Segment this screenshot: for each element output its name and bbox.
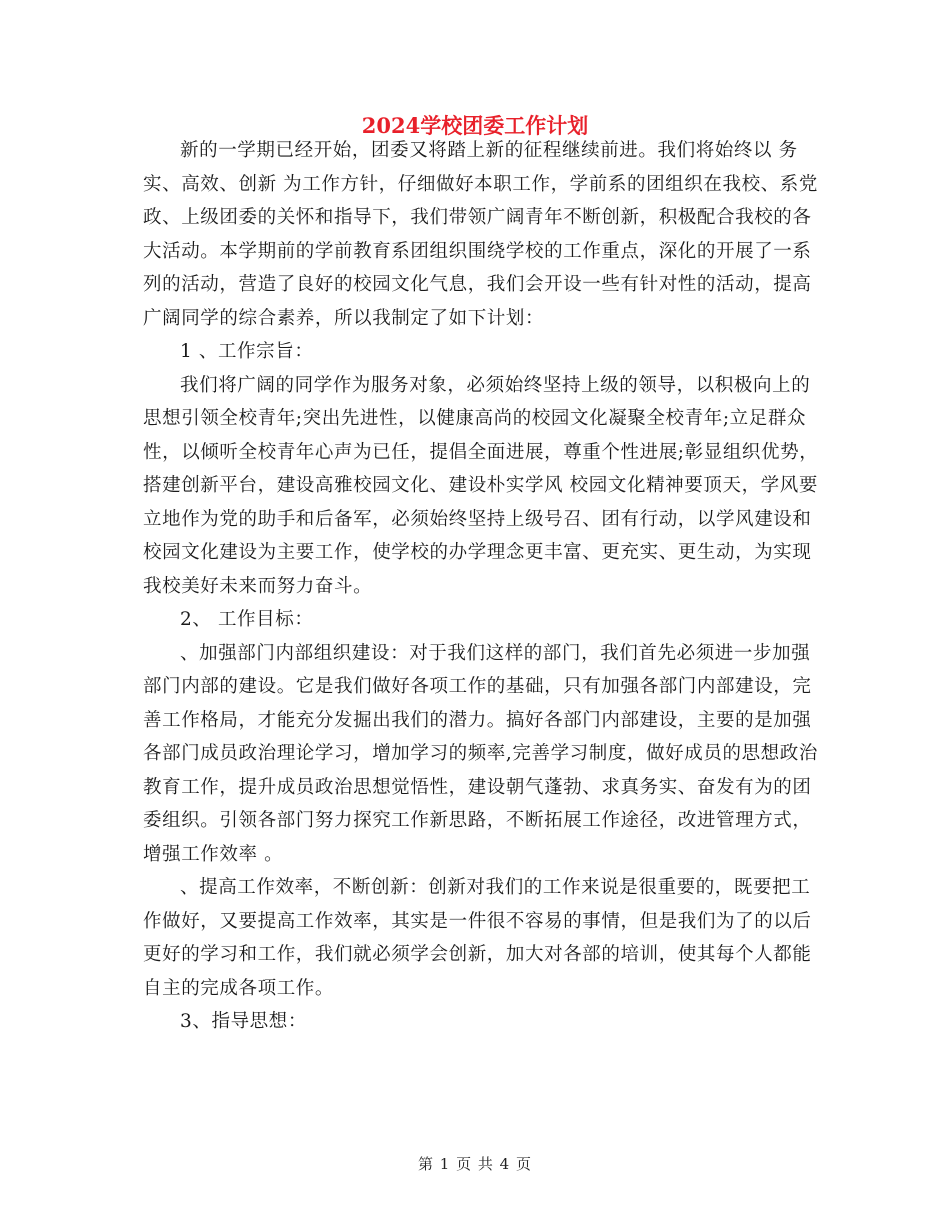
goals-paragraph-organization: 、加强部门内部组织建设：对于我们这样的部门，我们首先必须进一步加强部门内部的建设。它是我们做好各项工作的基础，只有加强各部门内部建设，完善工作格局，才能充分发掘出我们的潜力。搞好各部门内部建设，主要的是加强各部门成员政治理论学习，增加学习的频率,完善学习制度，做好成员的思想政治教育工作，提升成员政治思想觉悟性，建设朝气蓬勃、求真务实、奋发有为的团委组织。引领各部门努力探究工作新思路，不断拓展工作途径，改进管理方式，增强工作效率 。 — [143, 642, 818, 865]
document-body — [143, 134, 823, 1039]
intro-paragraph: 新的一学期已经开始，团委又将踏上新的征程继续前进。我们将始终以 务实、高效、创新 为工作方针，仔细做好本职工作，学前系的团组织在我校、系党政、上级团委的关怀和指导下，我们带领广阔青年不断创新，积极配合我校的各大活动。本学期前的学前教育系团组织围绕学校的工作重点，深化的开展了一系列的活动，营造了良好的校园文化气息，我们会开设一些有针对性的活动，提高广阔同学的综合素养，所以我制定了如下计划： — [143, 140, 818, 329]
goals-paragraph-efficiency: 、提高工作效率，不断创新：创新对我们的工作来说是很重要的，既要把工作做好，又要提高工作效率，其实是一件很不容易的事情，但是我们为了的以后更好的学习和工作，我们就必须学会创新，加大对各部的培训，使其每个人都能自主的完成各项工作。 — [143, 877, 812, 999]
page-footer: 第 1 页 共 4 页 — [418, 1155, 532, 1173]
section-heading-purpose: 1 、工作宗旨： — [180, 341, 314, 362]
section-heading-guiding-ideas: 3、指导思想： — [180, 1011, 307, 1032]
document-title: 2024学校团委工作计划 — [361, 113, 589, 138]
purpose-paragraph: 我们将广阔的同学作为服务对象，必须始终坚持上级的领导，以积极向上的思想引领全校青年;突出先进性，以健康高尚的校园文化凝聚全校青年;立足群众性，以倾听全校青年心声为已任，提倡全面进展，尊重个性进展;彰显组织优势，搭建创新平台，建设高雅校园文化、建设朴实学风 校园文化精神要顶天，学风要立地作为党的助手和后备军，必须始终坚持上级号召、团有行动，以学风建设和校园文化建设为主要工作，使学校的办学理念更丰富、更充实、更生动，为实现我校美好未来而努力奋斗。 — [143, 374, 819, 597]
section-heading-goals: 2、 工作目标： — [180, 609, 314, 630]
